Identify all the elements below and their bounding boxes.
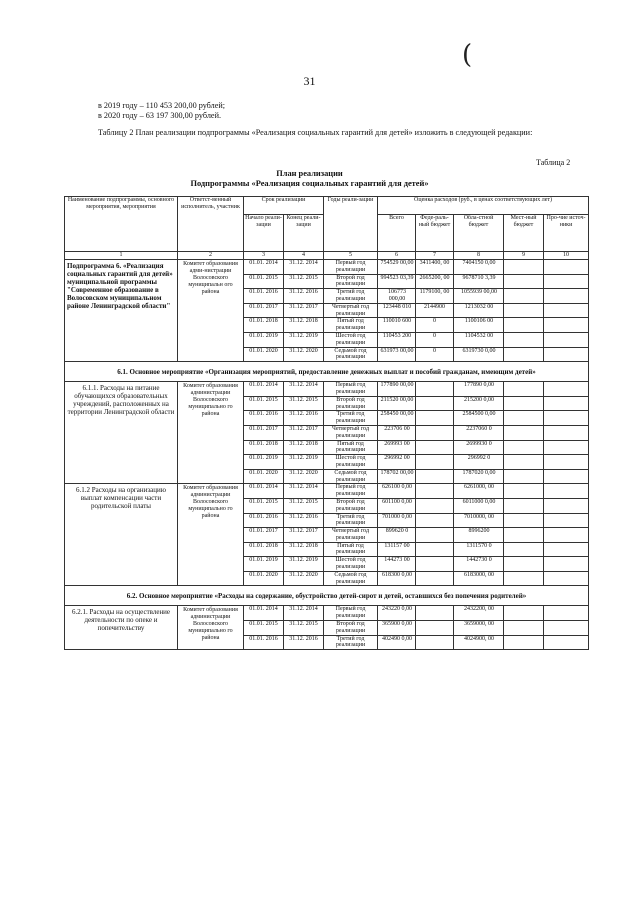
- section-title: 6.2. Основное мероприятие «Расходы на содержание, обустройство детей-сирот и детей, оставшихся без попечения родителей»: [65, 586, 589, 606]
- other-value: [544, 528, 589, 543]
- local-value: [504, 303, 544, 318]
- total-value: 365900 0,00: [378, 621, 416, 636]
- header-executor: Ответст-венный исполнитель, участник: [178, 197, 244, 252]
- local-value: [504, 411, 544, 426]
- local-value: [504, 396, 544, 411]
- implementation-year: Четвертый год реализации: [324, 528, 378, 543]
- implementation-year: Пятый год реализации: [324, 318, 378, 333]
- term-start: 01.01. 2014: [244, 484, 284, 499]
- col-number: 3: [244, 252, 284, 260]
- table-row: [65, 260, 589, 275]
- federal-value: [416, 606, 454, 621]
- table-row: [65, 484, 589, 499]
- local-value: [504, 318, 544, 333]
- intro-line-2020: в 2020 году – 63 197 300,00 рублей.: [98, 111, 221, 120]
- term-end: 31.12. 2014: [284, 382, 324, 397]
- implementation-year: Первый год реализации: [324, 484, 378, 499]
- measure-name: 6.2.1. Расходы на осуществление деятельности по опеке и попечительству: [65, 606, 178, 650]
- term-end: 31.12. 2017: [284, 528, 324, 543]
- header-name: Наименование подпрограммы, основного мероприятия, мероприятия: [65, 197, 178, 252]
- total-value: 243220 0,00: [378, 606, 416, 621]
- other-value: [544, 635, 589, 650]
- local-value: [504, 542, 544, 557]
- col-number: 1: [65, 252, 178, 260]
- federal-value: [416, 440, 454, 455]
- regional-value: 6261000, 00: [454, 484, 504, 499]
- total-value: 402490 0,00: [378, 635, 416, 650]
- implementation-year: Второй год реализации: [324, 498, 378, 513]
- other-value: [544, 260, 589, 275]
- other-value: [544, 411, 589, 426]
- total-value: 223706 00: [378, 425, 416, 440]
- header-total: Всего: [378, 215, 416, 252]
- plan-subtitle: Подпрограммы «Реализация социальных гарантий для детей»: [190, 179, 429, 188]
- term-start: 01.01. 2015: [244, 274, 284, 289]
- header-row: [65, 197, 589, 215]
- term-end: 31.12. 2014: [284, 484, 324, 499]
- other-value: [544, 557, 589, 572]
- term-end: 31.12. 2015: [284, 498, 324, 513]
- local-value: [504, 484, 544, 499]
- federal-value: [416, 557, 454, 572]
- regional-value: 7010000, 00: [454, 513, 504, 528]
- total-value: 626100 0,00: [378, 484, 416, 499]
- federal-value: [416, 396, 454, 411]
- federal-value: [416, 425, 454, 440]
- header-regional: Обла-стной бюджет: [454, 215, 504, 252]
- term-end: 31.12. 2014: [284, 260, 324, 275]
- plan-title: План реализации: [276, 169, 343, 178]
- federal-value: [416, 528, 454, 543]
- local-value: [504, 621, 544, 636]
- total-value: 144273 00: [378, 557, 416, 572]
- responsible-executor: Комитет образования администрации Волосовского муниципально го района: [178, 484, 244, 586]
- term-end: 31.12. 2020: [284, 469, 324, 484]
- other-value: [544, 274, 589, 289]
- term-end: 31.12. 2018: [284, 440, 324, 455]
- federal-value: [416, 513, 454, 528]
- term-start: 01.01. 2014: [244, 382, 284, 397]
- term-start: 01.01. 2019: [244, 455, 284, 470]
- regional-value: 2699930 0: [454, 440, 504, 455]
- term-end: 31.12. 2020: [284, 571, 324, 586]
- measure-name: Подпрограмма 6. «Реализация социальных гарантий для детей» муниципальной программы "Современное образование в Волосовском муниципальном районе Ленинградской области": [65, 260, 178, 362]
- federal-value: [416, 635, 454, 650]
- federal-value: 1179100, 00: [416, 289, 454, 304]
- total-value: 601100 0,00: [378, 498, 416, 513]
- implementation-year: Первый год реализации: [324, 260, 378, 275]
- local-value: [504, 382, 544, 397]
- implementation-year: Второй год реализации: [324, 274, 378, 289]
- header-term-start: Начало реали-зации: [244, 215, 284, 252]
- regional-value: 1213032 00: [454, 303, 504, 318]
- local-value: [504, 571, 544, 586]
- col-number: 4: [284, 252, 324, 260]
- term-end: 31.12. 2020: [284, 347, 324, 362]
- term-start: 01.01. 2015: [244, 621, 284, 636]
- local-value: [504, 289, 544, 304]
- term-start: 01.01. 2019: [244, 332, 284, 347]
- responsible-executor: Комитет образования адми-нистрации Волосовского муниципальн ого района: [178, 260, 244, 362]
- local-value: [504, 469, 544, 484]
- measure-name: 6.1.2 Расходы на организацию выплат компенсации части родительской платы: [65, 484, 178, 586]
- header-other: Про-чие источ-ники: [544, 215, 589, 252]
- federal-value: [416, 542, 454, 557]
- implementation-year: Первый год реализации: [324, 606, 378, 621]
- federal-value: [416, 469, 454, 484]
- term-end: 31.12. 2019: [284, 332, 324, 347]
- federal-value: [416, 455, 454, 470]
- term-start: 01.01. 2018: [244, 440, 284, 455]
- regional-value: 2237060 0: [454, 425, 504, 440]
- federal-value: 3411400, 00: [416, 260, 454, 275]
- responsible-executor: Комитет образования администрации Волосовского муниципально го района: [178, 606, 244, 650]
- header-term: Срок реализации: [244, 197, 324, 215]
- total-value: 754529 00,00: [378, 260, 416, 275]
- col-number: 2: [178, 252, 244, 260]
- regional-value: 1311570 0: [454, 542, 504, 557]
- section-title: 6.1. Основное мероприятие «Организация мероприятий, предоставление денежных выплат и пособий гражданам, имеющим детей»: [65, 362, 589, 382]
- term-end: 31.12. 2018: [284, 542, 324, 557]
- term-end: 31.12. 2015: [284, 274, 324, 289]
- section-row: [65, 362, 589, 382]
- local-value: [504, 425, 544, 440]
- other-value: [544, 347, 589, 362]
- col-number: 8: [454, 252, 504, 260]
- col-number: 5: [324, 252, 378, 260]
- header-estimate: Оценка расходов (руб., в ценах соответствующих лет): [378, 197, 589, 215]
- other-value: [544, 289, 589, 304]
- regional-value: 215200 0,00: [454, 396, 504, 411]
- corner-mark: (: [462, 40, 473, 70]
- table-row: [65, 606, 589, 621]
- header-federal: Феде-раль-ный бюджет: [416, 215, 454, 252]
- total-value: 123448 010: [378, 303, 416, 318]
- total-value: 211520 00,00: [378, 396, 416, 411]
- term-start: 01.01. 2016: [244, 411, 284, 426]
- implementation-year: Первый год реализации: [324, 382, 378, 397]
- term-start: 01.01. 2020: [244, 571, 284, 586]
- term-start: 01.01. 2016: [244, 513, 284, 528]
- intro-instruction: Таблицу 2 План реализации подпрограммы «Реализация социальных гарантий для детей» изложить в следующей редакции:: [98, 128, 533, 137]
- implementation-year: Седьмой год реализации: [324, 347, 378, 362]
- regional-value: 1787020 0,00: [454, 469, 504, 484]
- other-value: [544, 332, 589, 347]
- other-value: [544, 484, 589, 499]
- local-value: [504, 606, 544, 621]
- regional-value: 6183000, 00: [454, 571, 504, 586]
- implementation-year: Четвертый год реализации: [324, 425, 378, 440]
- term-start: 01.01. 2020: [244, 347, 284, 362]
- total-value: 131157 00: [378, 542, 416, 557]
- regional-value: 1055939 00,00: [454, 289, 504, 304]
- regional-value: 2584500 0,00: [454, 411, 504, 426]
- federal-value: 0: [416, 347, 454, 362]
- term-start: 01.01. 2020: [244, 469, 284, 484]
- intro-line-2019: в 2019 году – 110 453 200,00 рублей;: [98, 101, 226, 110]
- implementation-year: Пятый год реализации: [324, 542, 378, 557]
- other-value: [544, 455, 589, 470]
- term-start: 01.01. 2014: [244, 606, 284, 621]
- term-start: 01.01. 2018: [244, 318, 284, 333]
- total-value: 106773 000,00: [378, 289, 416, 304]
- table-label: Таблица 2: [536, 158, 571, 167]
- term-end: 31.12. 2016: [284, 411, 324, 426]
- implementation-year: Четвертый год реализации: [324, 303, 378, 318]
- implementation-year: Второй год реализации: [324, 621, 378, 636]
- term-end: 31.12. 2019: [284, 557, 324, 572]
- term-end: 31.12. 2014: [284, 606, 324, 621]
- federal-value: [416, 498, 454, 513]
- regional-value: 6011000 0,00: [454, 498, 504, 513]
- implementation-year: Пятый год реализации: [324, 440, 378, 455]
- total-value: 269993 00: [378, 440, 416, 455]
- implementation-year: Седьмой год реализации: [324, 571, 378, 586]
- total-value: 899620 0: [378, 528, 416, 543]
- header-term-end: Конец реали-зации: [284, 215, 324, 252]
- col-number: 6: [378, 252, 416, 260]
- regional-value: 8996200: [454, 528, 504, 543]
- local-value: [504, 513, 544, 528]
- total-value: 178702 00,00: [378, 469, 416, 484]
- other-value: [544, 621, 589, 636]
- implementation-year: Третий год реализации: [324, 635, 378, 650]
- term-start: 01.01. 2014: [244, 260, 284, 275]
- total-value: 258450 00,00: [378, 411, 416, 426]
- implementation-year: Третий год реализации: [324, 411, 378, 426]
- term-start: 01.01. 2017: [244, 425, 284, 440]
- regional-value: 1104532 00: [454, 332, 504, 347]
- other-value: [544, 425, 589, 440]
- other-value: [544, 303, 589, 318]
- page-number: 31: [303, 74, 316, 88]
- term-end: 31.12. 2016: [284, 635, 324, 650]
- other-value: [544, 396, 589, 411]
- total-value: 110453 200: [378, 332, 416, 347]
- local-value: [504, 274, 544, 289]
- implementation-year: Шестой год реализации: [324, 557, 378, 572]
- other-value: [544, 542, 589, 557]
- regional-value: 177890 0,00: [454, 382, 504, 397]
- implementation-plan-table: [64, 196, 589, 650]
- term-end: 31.12. 2015: [284, 396, 324, 411]
- term-start: 01.01. 2015: [244, 498, 284, 513]
- federal-value: [416, 571, 454, 586]
- term-start: 01.01. 2016: [244, 635, 284, 650]
- implementation-year: Второй год реализации: [324, 396, 378, 411]
- responsible-executor: Комитет образования администрации Волосовского муниципально го района: [178, 382, 244, 484]
- implementation-year: Седьмой год реализации: [324, 469, 378, 484]
- other-value: [544, 318, 589, 333]
- total-value: 701000 0,00: [378, 513, 416, 528]
- other-value: [544, 513, 589, 528]
- total-value: 177890 00,00: [378, 382, 416, 397]
- total-value: 618300 0,00: [378, 571, 416, 586]
- regional-value: 2432200, 00: [454, 606, 504, 621]
- local-value: [504, 557, 544, 572]
- other-value: [544, 440, 589, 455]
- federal-value: 0: [416, 318, 454, 333]
- other-value: [544, 571, 589, 586]
- section-row: [65, 586, 589, 606]
- federal-value: [416, 621, 454, 636]
- local-value: [504, 260, 544, 275]
- other-value: [544, 606, 589, 621]
- term-start: 01.01. 2017: [244, 528, 284, 543]
- local-value: [504, 528, 544, 543]
- term-end: 31.12. 2017: [284, 425, 324, 440]
- term-end: 31.12. 2017: [284, 303, 324, 318]
- term-start: 01.01. 2017: [244, 303, 284, 318]
- local-value: [504, 498, 544, 513]
- federal-value: [416, 382, 454, 397]
- other-value: [544, 498, 589, 513]
- regional-value: 1442730 0: [454, 557, 504, 572]
- regional-value: 1100106 00: [454, 318, 504, 333]
- term-start: 01.01. 2018: [244, 542, 284, 557]
- col-number: 9: [504, 252, 544, 260]
- header-years: Годы реали-зации: [324, 197, 378, 252]
- regional-value: 9678710 3,39: [454, 274, 504, 289]
- regional-value: 6319730 0,00: [454, 347, 504, 362]
- regional-value: 7404150 0,00: [454, 260, 504, 275]
- table-row: [65, 382, 589, 397]
- term-end: 31.12. 2015: [284, 621, 324, 636]
- federal-value: 2665200, 00: [416, 274, 454, 289]
- federal-value: 0: [416, 332, 454, 347]
- local-value: [504, 455, 544, 470]
- federal-value: [416, 411, 454, 426]
- local-value: [504, 635, 544, 650]
- col-number: 7: [416, 252, 454, 260]
- implementation-year: Третий год реализации: [324, 513, 378, 528]
- total-value: 296992 00: [378, 455, 416, 470]
- term-start: 01.01. 2015: [244, 396, 284, 411]
- header-local: Мест-ный бюджет: [504, 215, 544, 252]
- other-value: [544, 469, 589, 484]
- term-end: 31.12. 2016: [284, 289, 324, 304]
- term-end: 31.12. 2019: [284, 455, 324, 470]
- term-end: 31.12. 2018: [284, 318, 324, 333]
- measure-name: 6.1.1. Расходы на питание обучающихся образовательных учреждений, расположенных на территории Ленинградской области: [65, 382, 178, 484]
- column-numbers-row: [65, 252, 589, 260]
- implementation-year: Шестой год реализации: [324, 455, 378, 470]
- local-value: [504, 440, 544, 455]
- federal-value: 2144900: [416, 303, 454, 318]
- local-value: [504, 347, 544, 362]
- total-value: 110010 600: [378, 318, 416, 333]
- implementation-year: Третий год реализации: [324, 289, 378, 304]
- term-end: 31.12. 2016: [284, 513, 324, 528]
- total-value: 631973 00,00: [378, 347, 416, 362]
- col-number: 10: [544, 252, 589, 260]
- total-value: 994523 03,39: [378, 274, 416, 289]
- regional-value: 3659000, 00: [454, 621, 504, 636]
- term-start: 01.01. 2019: [244, 557, 284, 572]
- other-value: [544, 382, 589, 397]
- implementation-year: Шестой год реализации: [324, 332, 378, 347]
- regional-value: 4024900, 00: [454, 635, 504, 650]
- local-value: [504, 332, 544, 347]
- federal-value: [416, 484, 454, 499]
- term-start: 01.01. 2016: [244, 289, 284, 304]
- regional-value: 296992 0: [454, 455, 504, 470]
